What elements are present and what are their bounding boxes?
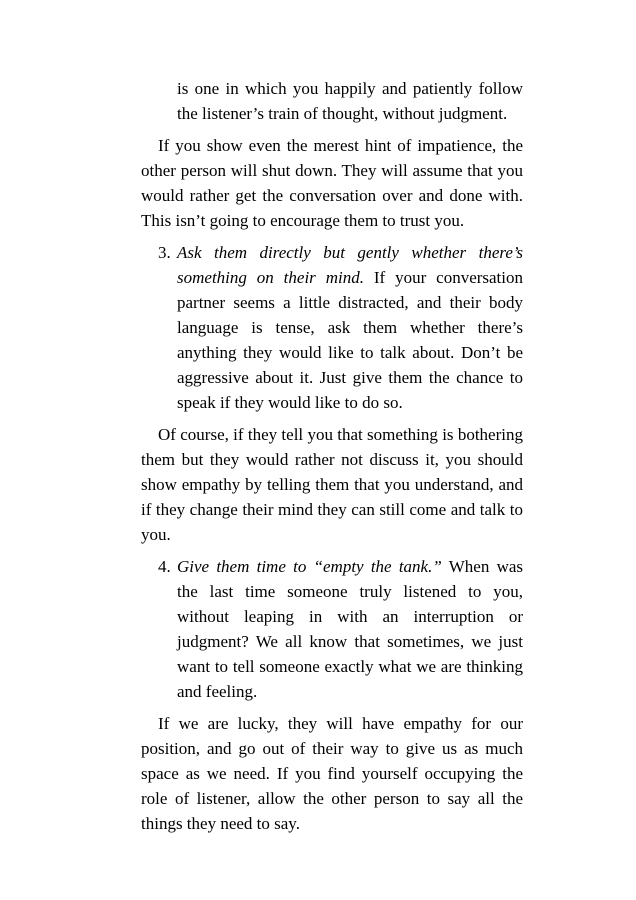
list-item-3-number: 3.: [158, 243, 171, 262]
list-item-4-lead-italic: Give them time to “empty the tank.”: [177, 557, 442, 576]
body-paragraph-impatience: If you show even the merest hint of impatience, the other person will shut down. They will assume that you would rather get the conversation over and done with. This isn’t going to encourage them to trust you.: [141, 136, 523, 230]
list-item-3-lead-italic: Ask them directly but gently whether there’s something on their mind.: [177, 243, 523, 287]
body-paragraph-lucky: If we are lucky, they will have empathy for our position, and go out of their way to give us as much space as we need. If you find yourself occupying the role of listener, allow the other person to say all the things they need to say.: [141, 714, 523, 833]
numbered-list-item-3: [158, 240, 524, 415]
text-column: [141, 76, 523, 843]
body-paragraph-of-course: Of course, if they tell you that something is bothering them but they would rather not discuss it, you should show empathy by telling them that you understand, and if they change their mind they can still come and talk to you.: [141, 425, 523, 544]
list-item-3-text: If your conversation partner seems a little distracted, and their body language is tense, ask them whether there’s anything they would like to talk about. Don’t be aggressive about it. Just give them the chance to speak if they would like to do so.: [177, 268, 524, 412]
list-item-continuation-paragraph: is one in which you happily and patiently follow the listener’s train of thought, without judgment.: [177, 79, 523, 123]
list-item-4-number: 4.: [158, 557, 171, 576]
list-item-4-text: When was the last time someone truly listened to you, without leaping in with an interruption or judgment? We all know that sometimes, we just want to tell someone exactly what we are thinking and feeling.: [177, 557, 524, 701]
numbered-list-item-4: [158, 554, 524, 704]
